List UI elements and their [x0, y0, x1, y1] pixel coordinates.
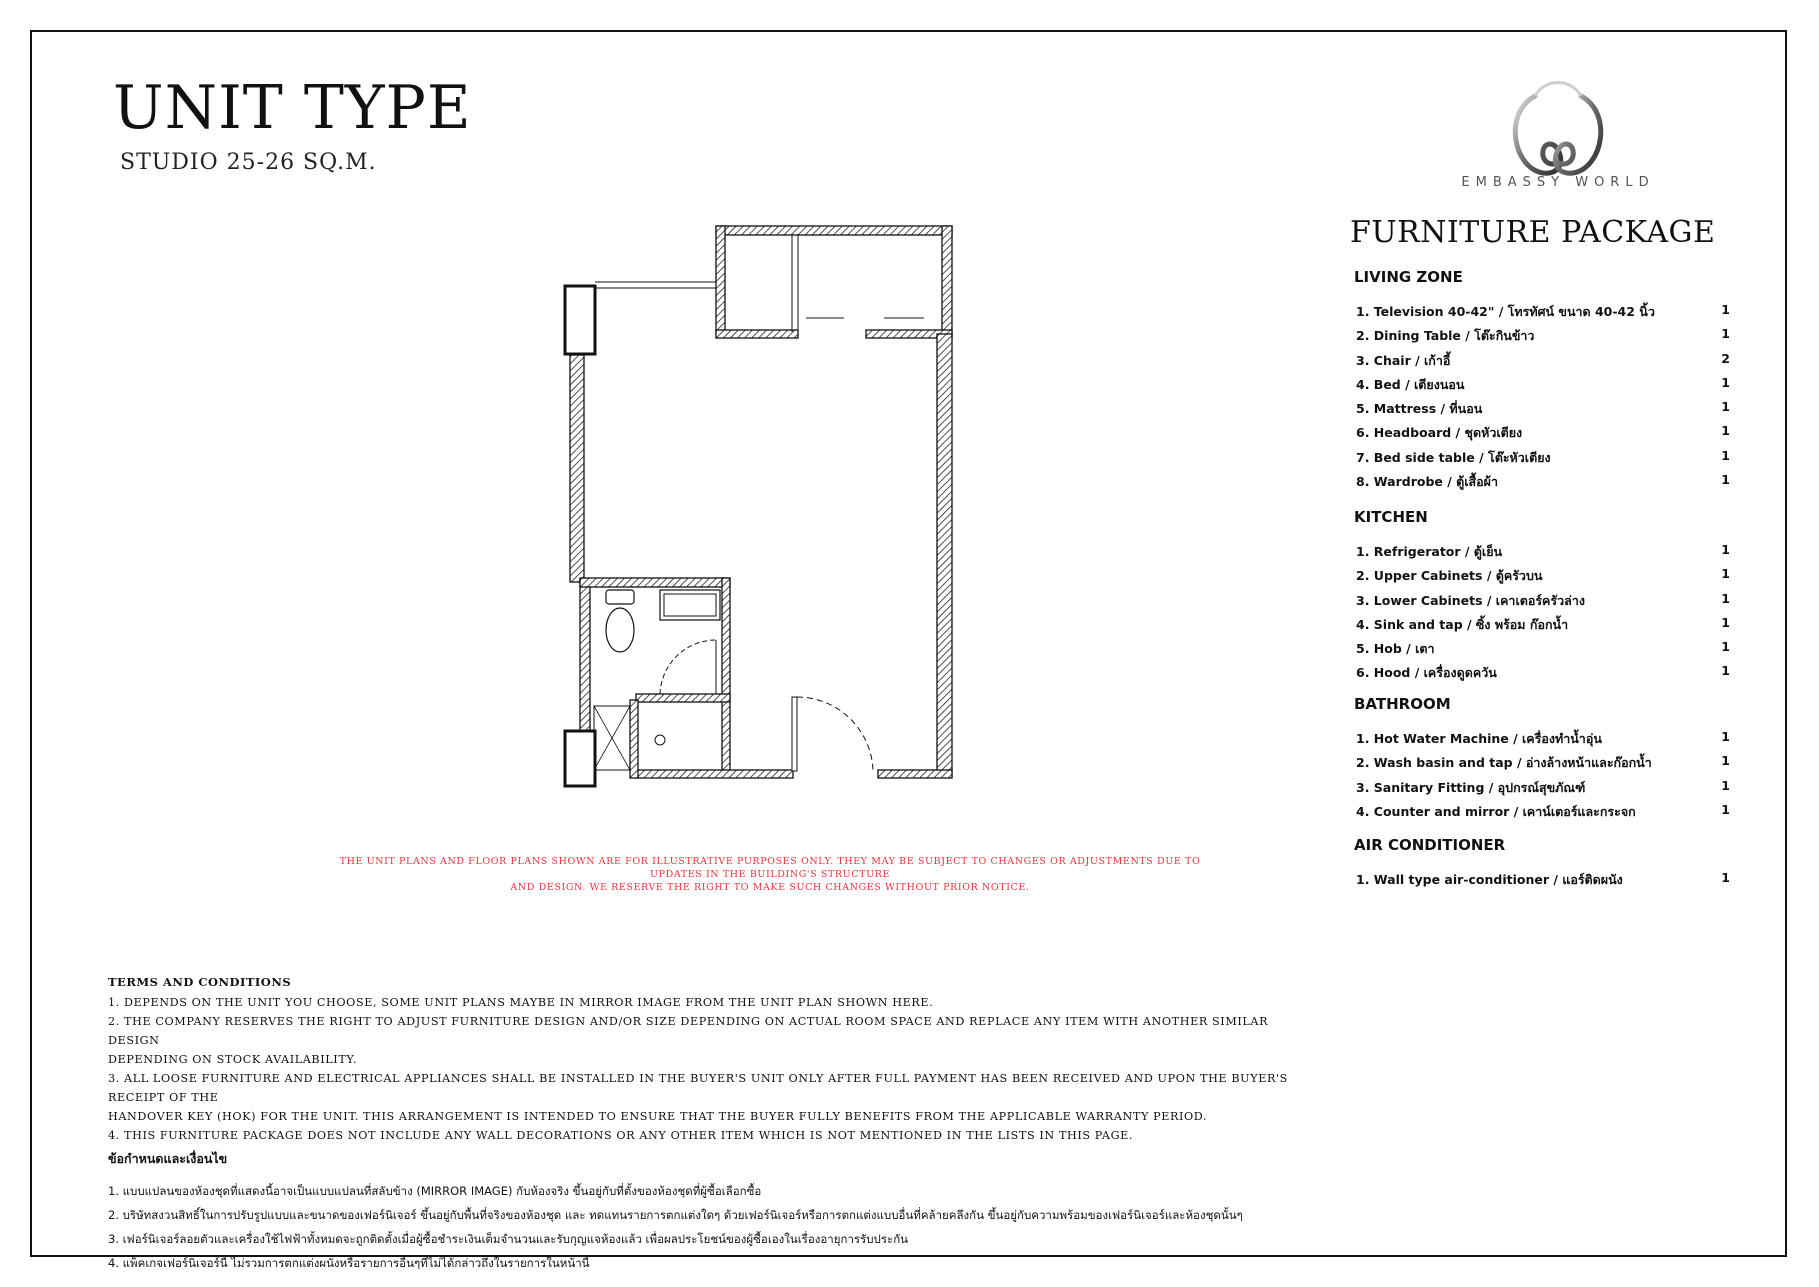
disclaimer-notice: [320, 855, 1220, 894]
list-item: 7. Bed side table / โต๊ะหัวเตียง 1: [1356, 447, 1730, 465]
list-item: 3. Chair / เก้าอี้ 2: [1356, 350, 1730, 368]
list-item: 5. Hob / เตา 1: [1356, 639, 1730, 657]
list-item: 2. Dining Table / โต๊ะกินข้าว 1: [1356, 326, 1730, 344]
zone-kitchen: [1350, 508, 1730, 688]
terms-line: 3. ALL LOOSE FURNITURE AND ELECTRICAL APPLIANCES SHALL BE INSTALLED IN THE BUYER'S UNIT ONLY AFTER FULL PAYMENT HAS BEEN RECEIVED AND UPON THE BUYER'S RECEIPT OF THE: [108, 1072, 1288, 1104]
thai-terms-line: 2. บริษัทสงวนสิทธิ์ในการปรับรูปแบบและขนาดของเฟอร์นิเจอร์ ขึ้นอยู่กับพื้นที่จริงของห้องชุด และ ทดแทนรายการตกแต่งใดๆ ด้วยเฟอร์นิเจอร์หรือการตกแต่งแบบอื่นที่คล้ายคลึงกัน ขึ้นอยู่กับความพร้อมของเฟอร์นิเจอร์และห้องชุดนั้นๆ: [108, 1208, 1243, 1222]
disclaimer-line: THE UNIT PLANS AND FLOOR PLANS SHOWN ARE FOR ILLUSTRATIVE PURPOSES ONLY. THEY MAY BE SUBJECT TO CHANGES OR ADJUSTMENTS DUE TO UPDATES IN THE BUILDING'S STRUCTURE: [339, 856, 1201, 880]
list-item: 3. Lower Cabinets / เคาเตอร์ครัวล่าง 1: [1356, 590, 1730, 608]
terms-heading: TERMS AND CONDITIONS: [108, 975, 292, 989]
list-item: 3. Sanitary Fitting / อุปกรณ์สุขภัณฑ์ 1: [1356, 777, 1730, 795]
zone-bathroom: [1350, 695, 1730, 826]
list-item: 1. Television 40-42" / โทรทัศน์ ขนาด 40-42 นิ้ว 1: [1356, 302, 1730, 319]
furniture-package-title: FURNITURE PACKAGE: [1350, 215, 1716, 250]
zone-living: [1350, 268, 1730, 496]
terms-section: [108, 975, 1308, 1275]
list-item: 4. Sink and tap / ซิ้ง พร้อม ก๊อกน้ำ 1: [1356, 614, 1730, 632]
zone-heading: BATHROOM: [1354, 695, 1451, 713]
page-title: UNIT TYPE: [113, 73, 472, 143]
terms-line: 2. THE COMPANY RESERVES THE RIGHT TO ADJUST FURNITURE DESIGN AND/OR SIZE DEPENDING ON ACTUAL ROOM SPACE AND REPLACE ANY ITEM WITH ANOTHER SIMILAR DESIGN: [108, 1015, 1269, 1047]
terms-line: DEPENDING ON STOCK AVAILABILITY.: [108, 1053, 358, 1066]
zone-heading: LIVING ZONE: [1354, 268, 1463, 286]
thai-terms-line: 3. เฟอร์นิเจอร์ลอยตัวและเครื่องใช้ไฟฟ้าทั้งหมดจะถูกติดตั้งเมื่อผู้ซื้อชำระเงินเต็มจำนวนและรับกุญแจห้องแล้ว เพื่อผลประโยชน์ของผู้ซื้อเองในเรื่องอายุการรับประกัน: [108, 1232, 909, 1246]
list-item: 1. Wall type air-conditioner / แอร์ติดผนัง 1: [1356, 870, 1730, 887]
terms-line: 1. DEPENDS ON THE UNIT YOU CHOOSE, SOME UNIT PLANS MAYBE IN MIRROR IMAGE FROM THE UNIT PLAN SHOWN HERE.: [108, 996, 934, 1009]
terms-line: HANDOVER KEY (HOK) FOR THE UNIT. THIS ARRANGEMENT IS INTENDED TO ENSURE THAT THE BUYER FULLY BENEFITS FROM THE APPLICABLE WARRANTY PERIOD.: [108, 1110, 1208, 1123]
thai-terms-heading: ข้อกำหนดและเงื่อนไข: [108, 1151, 228, 1166]
list-item: 2. Wash basin and tap / อ่างล้างหน้าและก๊อกน้ำ 1: [1356, 753, 1730, 771]
zone-air-conditioner: [1350, 836, 1730, 894]
disclaimer-line: AND DESIGN. WE RESERVE THE RIGHT TO MAKE SUCH CHANGES WITHOUT PRIOR NOTICE.: [510, 882, 1030, 893]
list-item: 4. Bed / เตียงนอน 1: [1356, 374, 1730, 392]
terms-line: 4. THIS FURNITURE PACKAGE DOES NOT INCLUDE ANY WALL DECORATIONS OR ANY OTHER ITEM WHICH IS NOT MENTIONED IN THE LISTS IN THIS PAGE.: [108, 1129, 1134, 1142]
thai-terms-line: 1. แบบแปลนของห้องชุดที่แสดงนี้อาจเป็นแบบแปลนที่สลับข้าง (MIRROR IMAGE) กับห้องจริง ขึ้นอยู่กับที่ตั้งของห้องชุดที่ผู้ซื้อเลือกซื้อ: [108, 1184, 762, 1198]
list-item: 1. Refrigerator / ตู้เย็น 1: [1356, 542, 1730, 559]
zone-heading: AIR CONDITIONER: [1354, 836, 1506, 854]
thai-terms-line: 4. แพ็คเกจเฟอร์นิเจอร์นี้ ไม่รวมการตกแต่งผนังหรือรายการอื่นๆที่ไม่ได้กล่าวถึงในรายการในหน้านี้: [108, 1256, 590, 1270]
list-item: 6. Headboard / ชุดหัวเตียง 1: [1356, 423, 1730, 441]
zone-heading: KITCHEN: [1354, 508, 1428, 526]
list-item: 4. Counter and mirror / เคาน์เตอร์และกระจก 1: [1356, 801, 1730, 819]
page-subtitle: STUDIO 25-26 SQ.M.: [120, 150, 377, 175]
list-item: 5. Mattress / ที่นอน 1: [1356, 399, 1730, 417]
list-item: 6. Hood / เครื่องดูดควัน 1: [1356, 663, 1730, 681]
logo-text: EMBASSY WORLD: [1461, 175, 1655, 190]
list-item: 8. Wardrobe / ตู้เสื้อผ้า 1: [1356, 472, 1730, 490]
list-item: 1. Hot Water Machine / เครื่องทำน้ำอุ่น 1: [1356, 729, 1730, 746]
list-item: 2. Upper Cabinets / ตู้ครัวบน 1: [1356, 566, 1730, 584]
